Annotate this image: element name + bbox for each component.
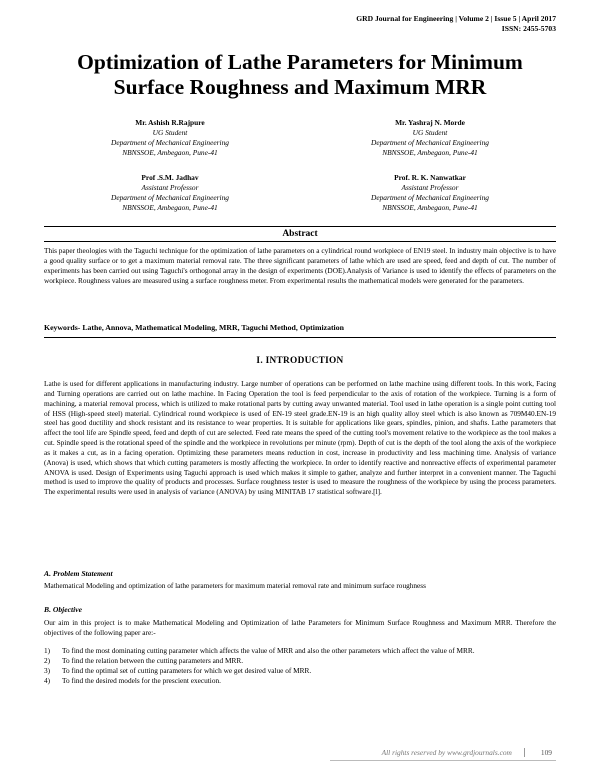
author-institution: NBNSSOE, Ambegaon, Pune-41 [122,148,218,157]
objective-text: Our aim in this project is to make Mathematical Modeling and Optimization of lathe Parameters for Minimum Surface Roughness and Maximum MRR. Therefore the objectives of the following paper are:- [44,618,556,637]
author-block [40,173,300,213]
objective-list [44,646,556,686]
list-item-text: To find the desired models for the prescient execution. [62,675,221,685]
list-item-number: 4) [44,675,51,685]
author-role: Assistant Professor [401,183,459,192]
author-name: Mr. Yashraj N. Morde [395,118,465,127]
author-block [300,118,560,158]
copyright-notice: All rights reserved by www.grdjournals.com [381,748,512,757]
abstract-bottom-rule [44,337,556,338]
list-item-number: 1) [44,646,51,655]
footer-rule [330,760,556,761]
list-item [44,676,556,686]
author-institution: NBNSSOE, Ambegaon, Pune-41 [122,203,218,212]
paper-title-line-1: Optimization of Lathe Parameters for Minimum [77,50,523,74]
abstract-heading: Abstract [282,229,318,239]
author-institution: NBNSSOE, Ambegaon, Pune-41 [382,148,478,157]
list-item [44,656,556,666]
introduction-text: Lathe is used for different applications in manufacturing industry. Large number of operations can be performed on lathe machine using different tools. In this work, Facing and Turning operations are carried out on lathe machine. In Facing Operation the tool is feed perpendicular to the axis of rotation of the workpiece. Turning is a form of machining, a material removal process, which is utilized to make rotational parts by cutting away unwanted material. Tool used in lathe operation is a single point cutting tool of HSS (High-speed steel) material. Cylindrical round workpiece is used of EN-19 steel grade.EN-19 is an high quality alloy steel which is also known as 709M40.EN-19 steel has good ductility and shock resistant and its resistance to wear properties. It is suitable for applications like gears, spindles, pinion, and shafts. Lathe parameters that affect the tool life are Spindle speed, feed and depth of cut are selected. Feed rate means the speed of the cutting tool's movement relative to the workpiece as the tool makes a cut. Spindle speed is the rotational speed of the spindle and the workpiece in revolutions per minute (rpm). Depth of cut is the depth of the tool along the axis of the workpiece as it makes a cut, as in a facing operation. Optimizing these parameters means reduction in cost, increase in productivity and less machining time. Analysis of variance (Anova) is used, which shows that which cutting parameters is mostly affecting the workpiece. In order to identify reactive and nonreactive effects of experimental parameter ANOVA is used. Design of Experiments using Taguchi approach is used which makes it simple to gather, analyze and further interpret in a convenient manner. The Taguchi method is used to improve the quality of products and processes. Surface roughness tester is used to measure the roughness of the workpiece by using the process parameters. The experimental results were used in analysis of variance (ANOVA) by using MINITAB 17 statistical software.[l]. [44,379,556,497]
abstract-heading-rule [44,241,556,242]
journal-citation: GRD Journal for Engineering | Volume 2 | Issue 5 | April 2017 [356,14,556,23]
list-item-number: 3) [44,665,51,675]
problem-statement-text: Mathematical Modeling and optimization of lathe parameters for maximum material removal rate and minimum surface roughness [44,581,426,590]
journal-issn: ISSN: 2455-5703 [501,24,556,33]
list-item [44,666,556,676]
author-role: UG Student [152,128,188,137]
abstract-text: This paper theologies with the Taguchi technique for the optimization of lathe parameters on a cylindrical round workpiece of EN19 steel. In industry main objective is to have a good quality surface or to get a maximum material removal rate. The three significant parameters of lathe which are used are speed, feed and depth of cut. The number of experiments has been carried out using Taguchi's orthogonal array in the design of experiments (DOE).Analysis of Variance is used to identify the effects of parameters on the workpiece. Roughness values are measured using a surface roughness meter. From experimental results the mathematical models were generated for the parameters. [44,246,556,285]
author-department: Department of Mechanical Engineering [110,138,229,147]
list-item-text: To find the most dominating cutting parameter which affects the value of MRR and also the other parameters which affect the value of MRR. [62,646,475,655]
paper-title-line-2: Surface Roughness and Maximum MRR [113,75,487,99]
author-role: Assistant Professor [141,183,199,192]
list-item-text: To find the relation between the cutting parameters and MRR. [62,655,244,665]
author-block [40,118,300,158]
paper-title [40,50,560,100]
page-footer [382,748,556,757]
list-item-number: 2) [44,655,51,665]
page-number: 109 [524,748,556,757]
author-institution: NBNSSOE, Ambegaon, Pune-41 [382,203,478,212]
author-department: Department of Mechanical Engineering [370,193,489,202]
list-item-text: To find the optimal set of cutting parameters for which we get desired value of MRR. [62,665,312,675]
author-department: Department of Mechanical Engineering [370,138,489,147]
author-name: Mr. Ashish R.Rajpure [135,118,205,127]
subsection-heading-objective: B. Objective [44,605,82,614]
author-role: UG Student [412,128,448,137]
author-name: Prof .S.M. Jadhav [141,173,199,182]
author-department: Department of Mechanical Engineering [110,193,229,202]
section-heading-introduction: I. INTRODUCTION [256,356,344,366]
abstract-top-rule [44,226,556,227]
keywords: Keywords- Lathe, Annova, Mathematical Modeling, MRR, Taguchi Method, Optimization [44,323,344,332]
journal-header [356,14,556,34]
subsection-heading-problem: A. Problem Statement [44,569,113,578]
list-item [44,646,556,656]
author-block [300,173,560,213]
author-name: Prof. R. K. Nanwatkar [394,173,466,182]
